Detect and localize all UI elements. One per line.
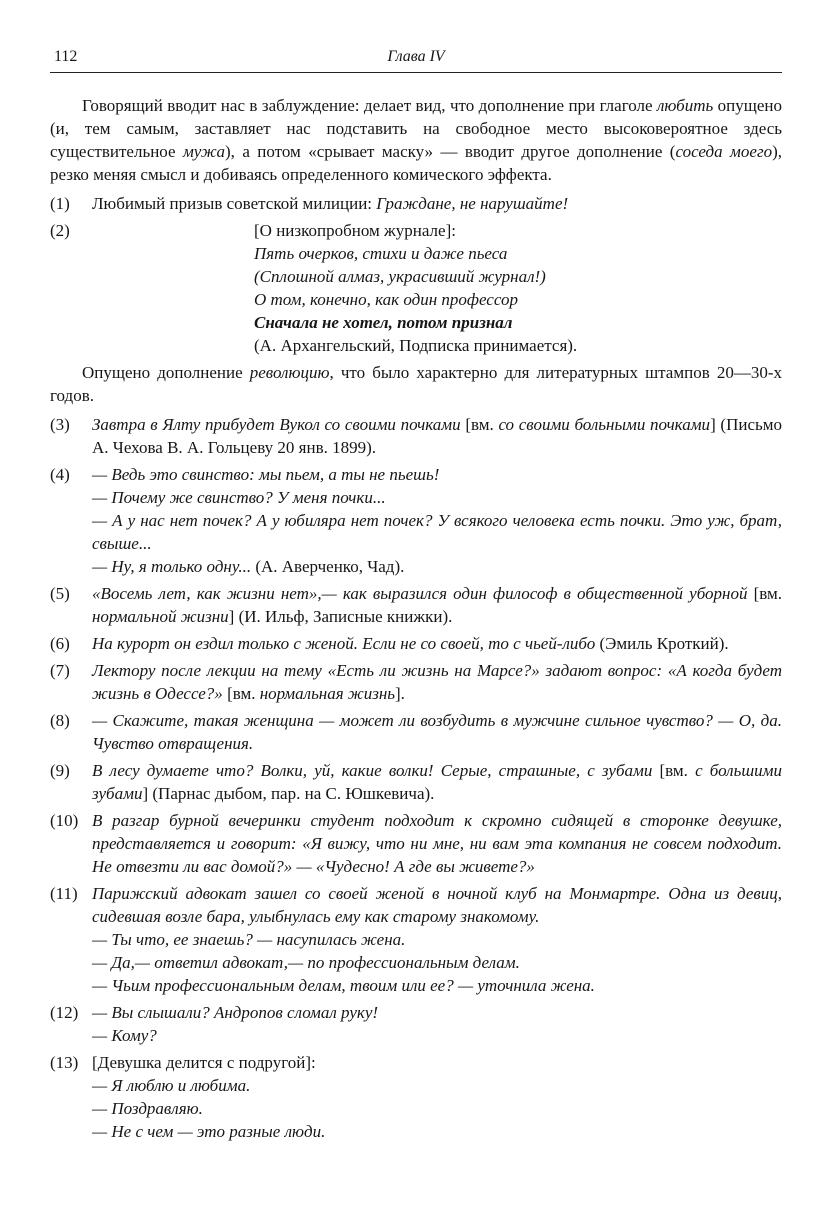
paragraph-2: Опущено дополнение революцию, что было характерно для литературных штампов 20—30-х годов. [50,363,783,405]
example-8: (8) — Скажите, такая женщина — может ли возбудить в мужчине сильное чувство? — О, да. Чувство отвращения. [50,711,782,753]
example-7: (7) Лектору после лекции на тему «Есть ли жизнь на Марсе?» задают вопрос: «А когда будет жизнь в Одессе?» [вм. нормальная жизнь]. [50,661,782,703]
chapter-title: Глава IV [387,48,445,65]
example-10: (10) В разгар бурной вечеринки студент подходит к скромно сидящей в сторонке девушке, представляется и говорит: «Я вижу, что ни мне, ни вам эта компания не совсем подходит. Не отвезти ли вас домой?» — «Чудесно! А где вы живете?» [50,811,782,876]
example-11: (11) Парижский адвокат зашел со своей женой в ночной клуб на Монмартре. Одна из девиц, сидевшая возле бара, улыбнулась ему как старому знакомому. — Ты что, ее знаешь? — насупилась жена. — Да,— ответил адвокат,— по профессиональным делам. — Чьим профессиональным делам, твоим или ее? — уточнила жена. [50,884,782,995]
example-12: (12) — Вы слышали? Андропов сломал руку! — Кому? [50,1003,379,1045]
page-body [50,94,782,1147]
example-5: (5) «Восемь лет, как жизни нет»,— как выразился один философ в общественной уборной [вм. нормальной жизни] (И. Ильф, Записные книжки). [50,584,783,626]
page-number: 112 [54,48,78,65]
example-13: (13) [Девушка делится с подругой]: — Я люблю и любима. — Поздравляю. — Не с чем — это разные люди. [50,1053,326,1141]
example-9: (9) В лесу думаете что? Волки, уй, какие волки! Серые, страшные, с зубами [вм. с большими зубами] (Парнас дыбом, пар. на С. Юшкевича). [50,761,783,803]
example-4: (4) — Ведь это свинство: мы пьем, а ты не пьешь! — Почему же свинство? У меня почки... — А у нас нет почек? А у юбиляра нет почек? У всякого человека есть почки. Это уж, брат, свыше... — Ну, я только одну... (А. Аверченко, Чад). [50,465,782,576]
poem: [О низкопробном журнале]: Пять очерков, стихи и даже пьеса (Сплошной алмаз, украсивший журнал!) О том, конечно, как один профессор Сначала не хотел, потом признал (А. Архангельский, Подписка принимается). [254,221,578,355]
example-2: (2) [О низкопробном журнале]: Пять очерков, стихи и даже пьеса (Сплошной алмаз, украсивший журнал!) О том, конечно, как один профессор Сначала не хотел, потом признал (А. Архангельский, Подписка принимается). [50,219,782,357]
example-1: (1) Любимый призыв советской милиции: Граждане, не нарушайте! [50,194,569,213]
example-3: (3) Завтра в Ялту прибудет Вукол со своими почками [вм. со своими больными почками] (Письмо А. Чехова В. А. Гольцеву 20 янв. 1899). [50,415,782,457]
intro-paragraph: Говорящий вводит нас в заблуждение: делает вид, что дополнение при глаголе любить опущено (и, тем самым, заставляет нас подставить на свободное место высоковероятное здесь существительное мужа), а потом «срывает маску» — вводит другое дополнение (соседа моего), резко меняя смысл и добиваясь определенного комического эффекта. [50,96,783,184]
example-6: (6) На курорт он ездил только с женой. Если не со своей, то с чьей-либо (Эмиль Кроткий). [50,634,729,653]
page-header [50,46,782,73]
